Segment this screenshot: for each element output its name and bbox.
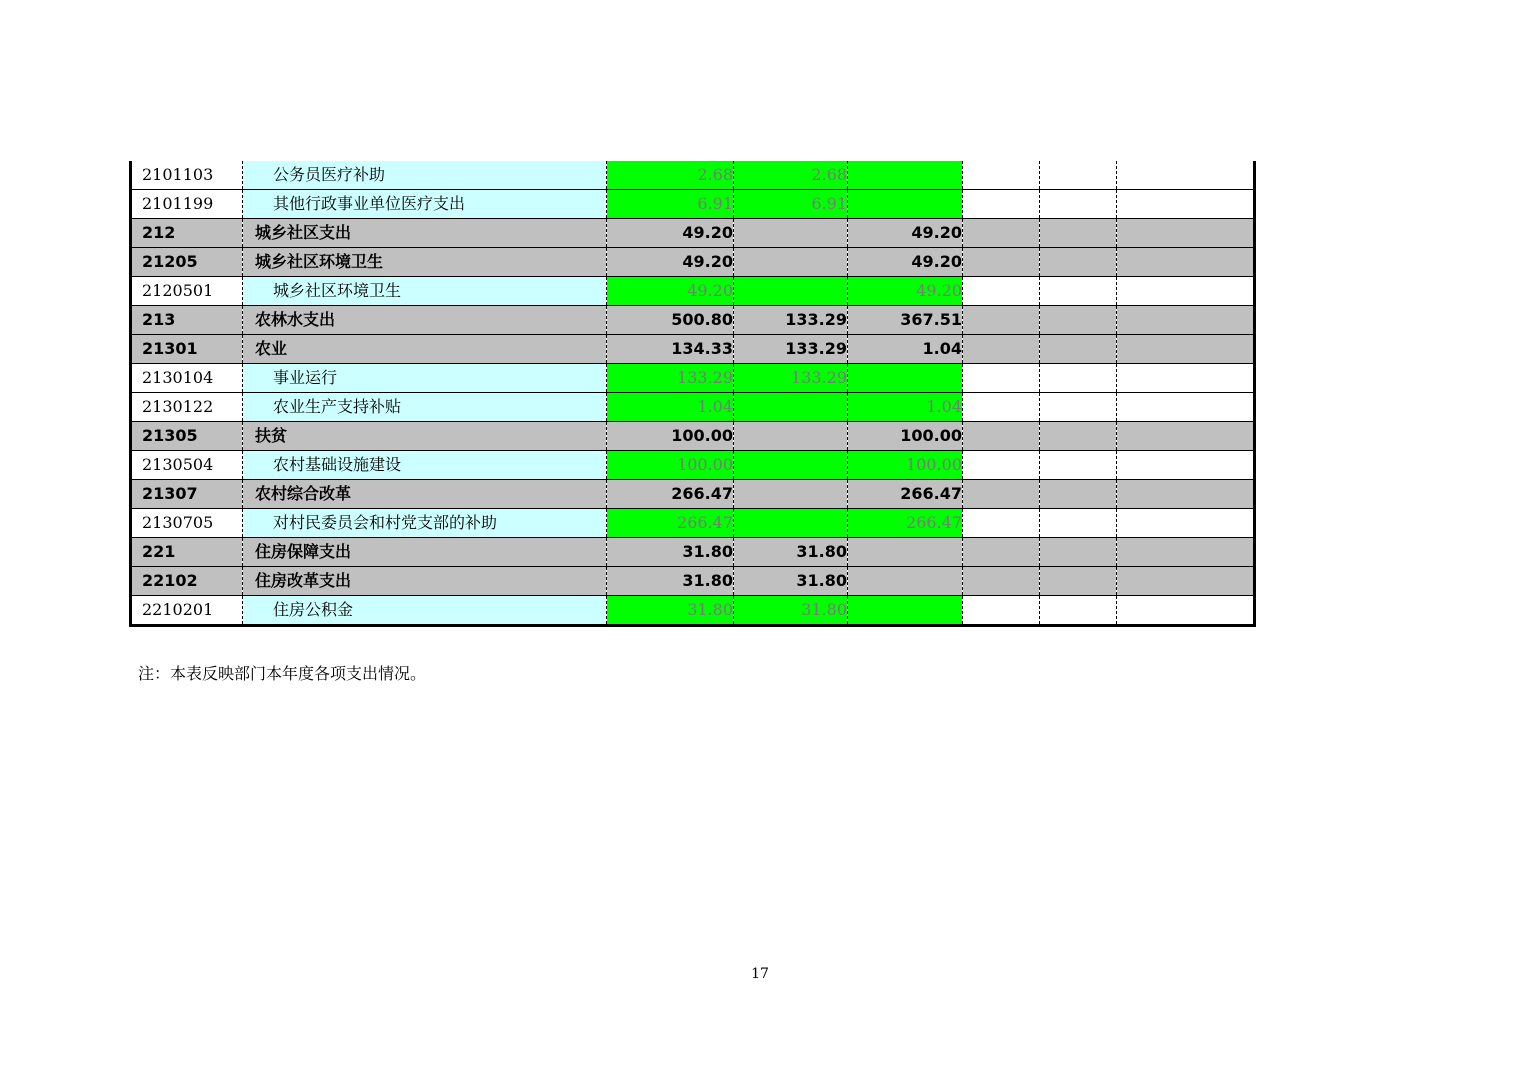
cell-amount-c2: 31.80 (734, 538, 848, 567)
cell-amount-c1: 133.29 (607, 364, 734, 393)
cell-amount-c5 (1040, 509, 1117, 538)
table-row-detail (131, 190, 1255, 219)
cell-amount-c2: 133.29 (734, 335, 848, 364)
cell-amount-c1: 500.80 (607, 306, 734, 335)
cell-amount-c3: 100.00 (848, 451, 963, 480)
table-row-group (131, 306, 1255, 335)
cell-amount-c3 (848, 538, 963, 567)
cell-amount-c2 (734, 451, 848, 480)
cell-amount-c2: 133.29 (734, 364, 848, 393)
cell-amount-c6 (1117, 596, 1255, 626)
cell-amount-c3: 266.47 (848, 509, 963, 538)
cell-code: 2101103 (142, 165, 214, 184)
cell-amount-c6 (1117, 538, 1255, 567)
cell-amount-c4 (963, 480, 1040, 509)
cell-amount-c4 (963, 422, 1040, 451)
cell-name: 扶贫 (243, 422, 607, 451)
cell-amount-c2 (734, 422, 848, 451)
table-row-detail (131, 596, 1255, 626)
cell-amount-c2 (734, 248, 848, 277)
cell-amount-c2: 31.80 (734, 567, 848, 596)
cell-code: 2120501 (131, 277, 243, 306)
cell-amount-c4 (963, 509, 1040, 538)
table-row-detail (131, 364, 1255, 393)
cell-amount-c3: 49.20 (848, 219, 963, 248)
cell-amount-c6 (1117, 161, 1255, 190)
cell-amount-c1: 31.80 (607, 538, 734, 567)
cell-code: 212 (131, 219, 243, 248)
cell-amount-c5 (1040, 422, 1117, 451)
cell-code: 21305 (131, 422, 243, 451)
cell-amount-c5 (1040, 161, 1117, 190)
cell-amount-c5 (1040, 596, 1117, 626)
cell-amount-c2 (734, 480, 848, 509)
cell-code: 2130122 (131, 393, 243, 422)
cell-code: 21205 (131, 248, 243, 277)
cell-amount-c6 (1117, 335, 1255, 364)
cell-amount-c3 (848, 364, 963, 393)
table-row-detail (131, 161, 1255, 190)
cell-name: 事业运行 (243, 364, 607, 393)
cell-amount-c4 (963, 306, 1040, 335)
cell-amount-c1: 266.47 (607, 480, 734, 509)
cell-amount-c1: 100.00 (607, 422, 734, 451)
cell-amount-c2 (734, 509, 848, 538)
table-row-group (131, 567, 1255, 596)
cell-amount-c5 (1040, 190, 1117, 219)
table-row-group (131, 422, 1255, 451)
cell-amount-c2 (734, 393, 848, 422)
expenditure-table (129, 161, 1256, 627)
table-body (131, 161, 1255, 626)
cell-code: 21307 (131, 480, 243, 509)
cell-name: 农业生产支持补贴 (243, 393, 607, 422)
cell-name: 农村基础设施建设 (243, 451, 607, 480)
cell-amount-c6 (1117, 248, 1255, 277)
cell-amount-c6 (1117, 277, 1255, 306)
cell-amount-c2 (734, 219, 848, 248)
cell-amount-c4 (963, 393, 1040, 422)
cell-amount-c2: 31.80 (734, 596, 848, 626)
cell-amount-c6 (1117, 306, 1255, 335)
cell-amount-c4 (963, 248, 1040, 277)
cell-name: 城乡社区环境卫生 (243, 248, 607, 277)
cell-amount-c1: 134.33 (607, 335, 734, 364)
cell-name: 农林水支出 (243, 306, 607, 335)
cell-amount-c6 (1117, 364, 1255, 393)
cell-amount-c5 (1040, 335, 1117, 364)
cell-amount-c5 (1040, 480, 1117, 509)
cell-code: 221 (131, 538, 243, 567)
cell-amount-c5 (1040, 277, 1117, 306)
cell-amount-c3: 266.47 (848, 480, 963, 509)
cell-name: 住房公积金 (243, 596, 607, 626)
cell-amount-c6 (1117, 219, 1255, 248)
cell-amount-c3: 1.04 (848, 393, 963, 422)
cell-amount-c5 (1040, 538, 1117, 567)
cell-amount-c3 (848, 161, 963, 190)
cell-name: 对村民委员会和村党支部的补助 (243, 509, 607, 538)
cell-amount-c3: 100.00 (848, 422, 963, 451)
cell-amount-c4 (963, 364, 1040, 393)
cell-amount-c6 (1117, 509, 1255, 538)
table-row-group (131, 219, 1255, 248)
cell-amount-c1: 49.20 (607, 219, 734, 248)
cell-amount-c5 (1040, 364, 1117, 393)
cell-code: 22102 (131, 567, 243, 596)
cell-amount-c6 (1117, 451, 1255, 480)
cell-amount-c2: 2.68 (734, 161, 848, 190)
cell-name: 其他行政事业单位医疗支出 (243, 190, 607, 219)
cell-amount-c6 (1117, 190, 1255, 219)
cell-amount-c5 (1040, 306, 1117, 335)
cell-code: 2210201 (131, 596, 243, 626)
cell-amount-c4 (963, 190, 1040, 219)
table-row-group (131, 335, 1255, 364)
cell-amount-c6 (1117, 422, 1255, 451)
cell-amount-c1: 2.68 (607, 161, 734, 190)
cell-code: 2130104 (131, 364, 243, 393)
cell-amount-c1: 266.47 (607, 509, 734, 538)
cell-code: 2130504 (131, 451, 243, 480)
cell-amount-c4 (963, 567, 1040, 596)
cell-amount-c5 (1040, 451, 1117, 480)
table-row-detail (131, 451, 1255, 480)
cell-amount-c3 (848, 567, 963, 596)
cell-amount-c2: 6.91 (734, 190, 848, 219)
cell-amount-c4 (963, 335, 1040, 364)
cell-amount-c1: 1.04 (607, 393, 734, 422)
cell-name: 公务员医疗补助 (243, 161, 607, 190)
cell-amount-c4 (963, 219, 1040, 248)
table-row-detail (131, 277, 1255, 306)
cell-name: 农业 (243, 335, 607, 364)
cell-amount-c4 (963, 596, 1040, 626)
cell-amount-c1: 100.00 (607, 451, 734, 480)
cell-amount-c6 (1117, 393, 1255, 422)
cell-name: 城乡社区环境卫生 (243, 277, 607, 306)
cell-code: 213 (131, 306, 243, 335)
table-row-detail (131, 393, 1255, 422)
cell-amount-c5 (1040, 393, 1117, 422)
cell-amount-c3: 367.51 (848, 306, 963, 335)
table-row-group (131, 248, 1255, 277)
cell-amount-c2 (734, 277, 848, 306)
cell-name: 城乡社区支出 (243, 219, 607, 248)
cell-amount-c1: 31.80 (607, 596, 734, 626)
cell-code: 2101199 (131, 190, 243, 219)
cell-amount-c6 (1117, 480, 1255, 509)
cell-amount-c4 (963, 161, 1040, 190)
cell-amount-c4 (963, 451, 1040, 480)
cell-amount-c6 (1117, 567, 1255, 596)
table-row-detail (131, 509, 1255, 538)
cell-code: 21301 (131, 335, 243, 364)
cell-amount-c3: 1.04 (848, 335, 963, 364)
cell-name: 农村综合改革 (243, 480, 607, 509)
cell-code: 2130705 (131, 509, 243, 538)
cell-amount-c5 (1040, 248, 1117, 277)
cell-amount-c3: 49.20 (848, 248, 963, 277)
cell-amount-c3 (848, 190, 963, 219)
cell-amount-c4 (963, 277, 1040, 306)
page-number: 17 (751, 966, 769, 982)
cell-amount-c3: 49.20 (848, 277, 963, 306)
cell-name: 住房保障支出 (243, 538, 607, 567)
table-row-group (131, 480, 1255, 509)
table-note: 注：本表反映部门本年度各项支出情况。 (138, 664, 427, 683)
cell-amount-c1: 31.80 (607, 567, 734, 596)
cell-amount-c1: 49.20 (607, 248, 734, 277)
cell-amount-c4 (963, 538, 1040, 567)
cell-amount-c5 (1040, 567, 1117, 596)
table-row-group (131, 538, 1255, 567)
cell-amount-c1: 49.20 (607, 277, 734, 306)
cell-amount-c2: 133.29 (734, 306, 848, 335)
cell-amount-c1: 6.91 (607, 190, 734, 219)
cell-amount-c5 (1040, 219, 1117, 248)
cell-amount-c3 (848, 596, 963, 626)
cell-name: 住房改革支出 (243, 567, 607, 596)
